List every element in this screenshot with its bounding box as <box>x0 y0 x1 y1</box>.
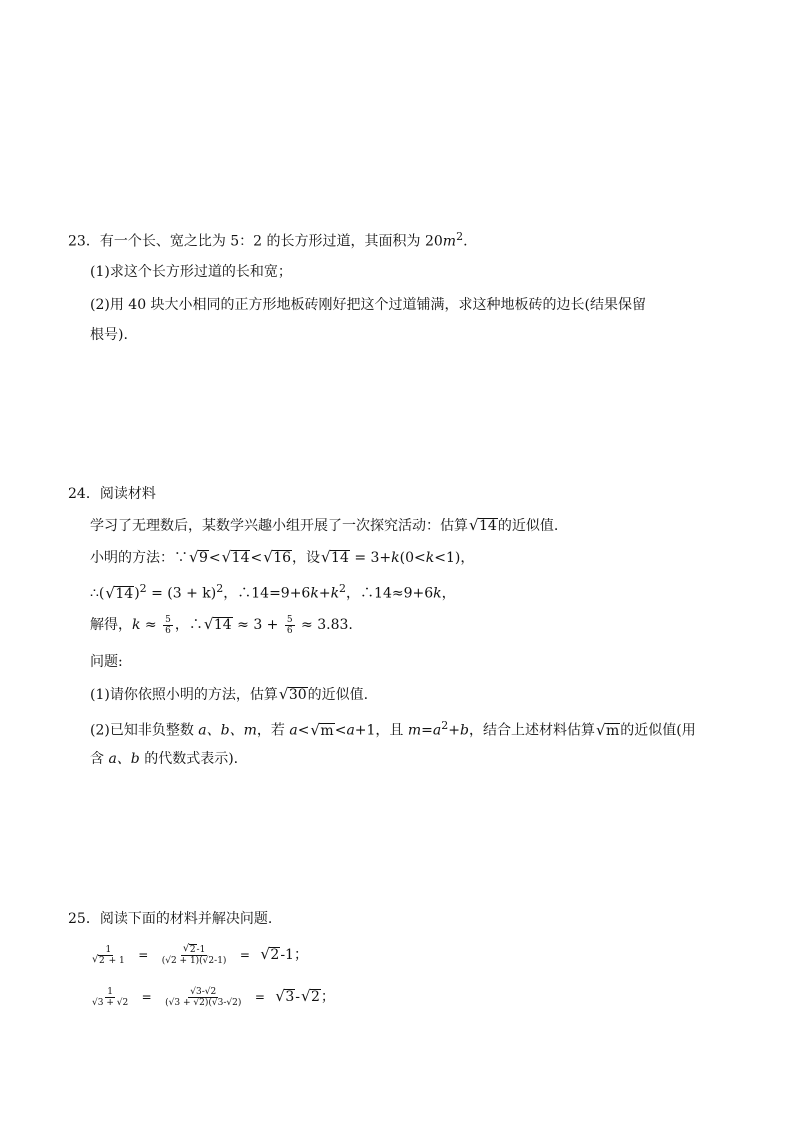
text: 的近似值(用 <box>620 722 696 739</box>
text: ，∴14≈9+6 <box>346 585 434 602</box>
text: = (3 + k) <box>146 585 217 602</box>
text: + 1 <box>105 955 125 966</box>
text: -1； <box>280 947 308 963</box>
text: ，若 <box>256 722 290 739</box>
q25-formula2 <box>88 980 335 1014</box>
var-a: a <box>289 722 298 739</box>
lt: < <box>297 722 310 739</box>
eq: = <box>141 990 152 1004</box>
sqrt-14 <box>321 549 350 567</box>
radicand: 14 <box>115 585 134 602</box>
sqrt-14 <box>222 549 251 567</box>
q23-title-end: . <box>463 233 468 250</box>
text: ，∴14=9+6 <box>223 585 311 602</box>
text: ≈ 3 + <box>232 617 283 633</box>
numerator <box>181 945 208 956</box>
radicand: 2 <box>270 947 280 963</box>
numerator: 1 <box>107 986 113 997</box>
sqrt-30 <box>279 686 308 704</box>
denominator: (√2 + 1)(√2-1) <box>161 955 227 966</box>
text: ∴( <box>90 585 105 602</box>
text: ≈ <box>140 617 162 633</box>
text: ，设 <box>292 550 321 566</box>
text: ，结合上述材料估算 <box>468 722 595 739</box>
minus: - <box>295 989 300 1005</box>
text: ， <box>441 585 456 602</box>
text: 的代数式表示). <box>139 751 239 767</box>
sqrt-2 <box>260 938 280 972</box>
var-k: k <box>433 585 442 602</box>
fraction <box>160 945 229 966</box>
var-a: a <box>346 722 355 739</box>
q24-title: 24．阅读材料 <box>68 486 156 502</box>
radicand: m <box>320 722 334 739</box>
radicand: 9 <box>199 550 208 566</box>
q24-method-line1 <box>90 549 474 567</box>
q24-intro-end: 的近似值. <box>497 518 559 534</box>
denominator: 6 <box>286 625 293 636</box>
q24-part2-line1 <box>90 717 696 740</box>
eq: = <box>254 990 265 1004</box>
var-b: b <box>460 722 469 739</box>
plus: + <box>448 722 460 739</box>
numerator: √3-√2 <box>190 986 217 997</box>
sqrt-14 <box>204 613 233 637</box>
q23-unit: m <box>442 233 457 250</box>
exp: 2 <box>441 719 449 732</box>
text: ，∴ <box>174 617 203 633</box>
denominator: 6 <box>165 625 171 636</box>
var-a: a <box>432 722 442 739</box>
q24-method-line3 <box>90 613 353 637</box>
exp: 2 <box>139 582 147 595</box>
result <box>259 947 308 963</box>
radicand: 14 <box>331 550 349 566</box>
fraction-5-6 <box>285 615 295 636</box>
radicand: 30 <box>288 687 307 703</box>
q23-part2-line1: (2)用 40 块大小相同的正方形地板砖刚好把这个过道铺满，求这种地板砖的边长(结果保留 <box>90 297 647 313</box>
sqrt-2 <box>92 956 106 966</box>
q24-part1 <box>90 686 368 704</box>
text: (0< <box>399 550 426 566</box>
q23-title <box>68 228 468 251</box>
q24-question-label: 问题: <box>90 654 123 670</box>
q25-title: 25．阅读下面的材料并解决问题. <box>68 911 273 927</box>
lt: < <box>250 550 263 566</box>
var-k: k <box>132 617 141 633</box>
sqrt-3 <box>275 980 295 1014</box>
text: 解得， <box>90 617 132 633</box>
radicand: 14 <box>479 518 497 534</box>
radicand: 2 <box>99 955 105 966</box>
q24-part2-line2 <box>90 750 238 768</box>
text: <1)， <box>434 550 475 566</box>
numerator: 5 <box>286 614 293 625</box>
text: ) <box>134 585 140 602</box>
eq: = <box>138 948 149 962</box>
sqrt-m <box>596 722 620 740</box>
numerator: 1 <box>105 944 112 955</box>
radicand: 14 <box>213 617 232 633</box>
fraction <box>90 987 130 1008</box>
radicand: 2 <box>310 989 320 1005</box>
q23-title-text: 23．有一个长、宽之比为 5：2 的长方形过道，其面积为 20 <box>68 233 443 250</box>
q23-unit-exp: 2 <box>456 230 464 243</box>
sqrt-2 <box>183 945 197 955</box>
text: ； <box>320 989 335 1005</box>
text: (1)请你依照小明的方法，估算 <box>90 687 278 703</box>
var-k: k <box>391 550 400 566</box>
eq: = <box>421 722 433 739</box>
radicand: 3 <box>285 989 295 1005</box>
text: ≈ 3.83. <box>296 617 353 633</box>
sqrt-2 <box>301 980 321 1014</box>
fraction <box>163 987 243 1008</box>
fraction-5-6 <box>163 615 173 636</box>
denominator: (√3 + √2)(√3-√2) <box>165 997 242 1008</box>
sqrt-9 <box>189 549 209 567</box>
exp: 2 <box>216 582 224 595</box>
sqrt-14 <box>469 517 498 535</box>
denominator: √3 + √2 <box>92 997 129 1008</box>
text: -1 <box>196 944 206 955</box>
sqrt-16 <box>263 549 292 567</box>
numerator: 5 <box>165 614 171 625</box>
lt: < <box>208 550 221 566</box>
q24-method-line2 <box>90 580 456 603</box>
q25-formula1 <box>88 938 308 972</box>
text: (2)已知非负整数 <box>90 722 199 739</box>
text: 的近似值. <box>307 687 369 703</box>
text: + <box>318 585 331 602</box>
q24-intro-text: 学习了无理数后，某数学兴趣小组开展了一次探究活动：估算 <box>90 518 468 534</box>
var-k: k <box>310 585 319 602</box>
denominator <box>90 956 127 966</box>
sqrt-14 <box>105 585 134 603</box>
text: +1，且 <box>354 722 408 739</box>
radicand: 14 <box>231 550 250 566</box>
var-k: k <box>330 585 340 602</box>
vars: a、b <box>108 751 140 767</box>
var-m: m <box>407 722 422 739</box>
radicand: m <box>605 722 620 739</box>
radicand: 16 <box>273 550 292 566</box>
text: 含 <box>90 751 109 767</box>
q23-part1: (1)求这个长方形过道的长和宽； <box>90 264 292 280</box>
lt: < <box>334 722 347 739</box>
text: = 3+ <box>349 550 392 566</box>
q23-part2-line2: 根号). <box>90 327 128 343</box>
radicand: 2 <box>189 944 196 955</box>
var-k: k <box>425 550 435 566</box>
text: 小明的方法：∵ <box>90 550 188 566</box>
result <box>274 989 335 1005</box>
eq: = <box>239 948 250 962</box>
q24-intro <box>90 517 558 535</box>
vars: a、b、m <box>198 722 257 739</box>
sqrt-m <box>310 722 334 740</box>
exp: 2 <box>339 582 347 595</box>
fraction <box>90 945 127 966</box>
